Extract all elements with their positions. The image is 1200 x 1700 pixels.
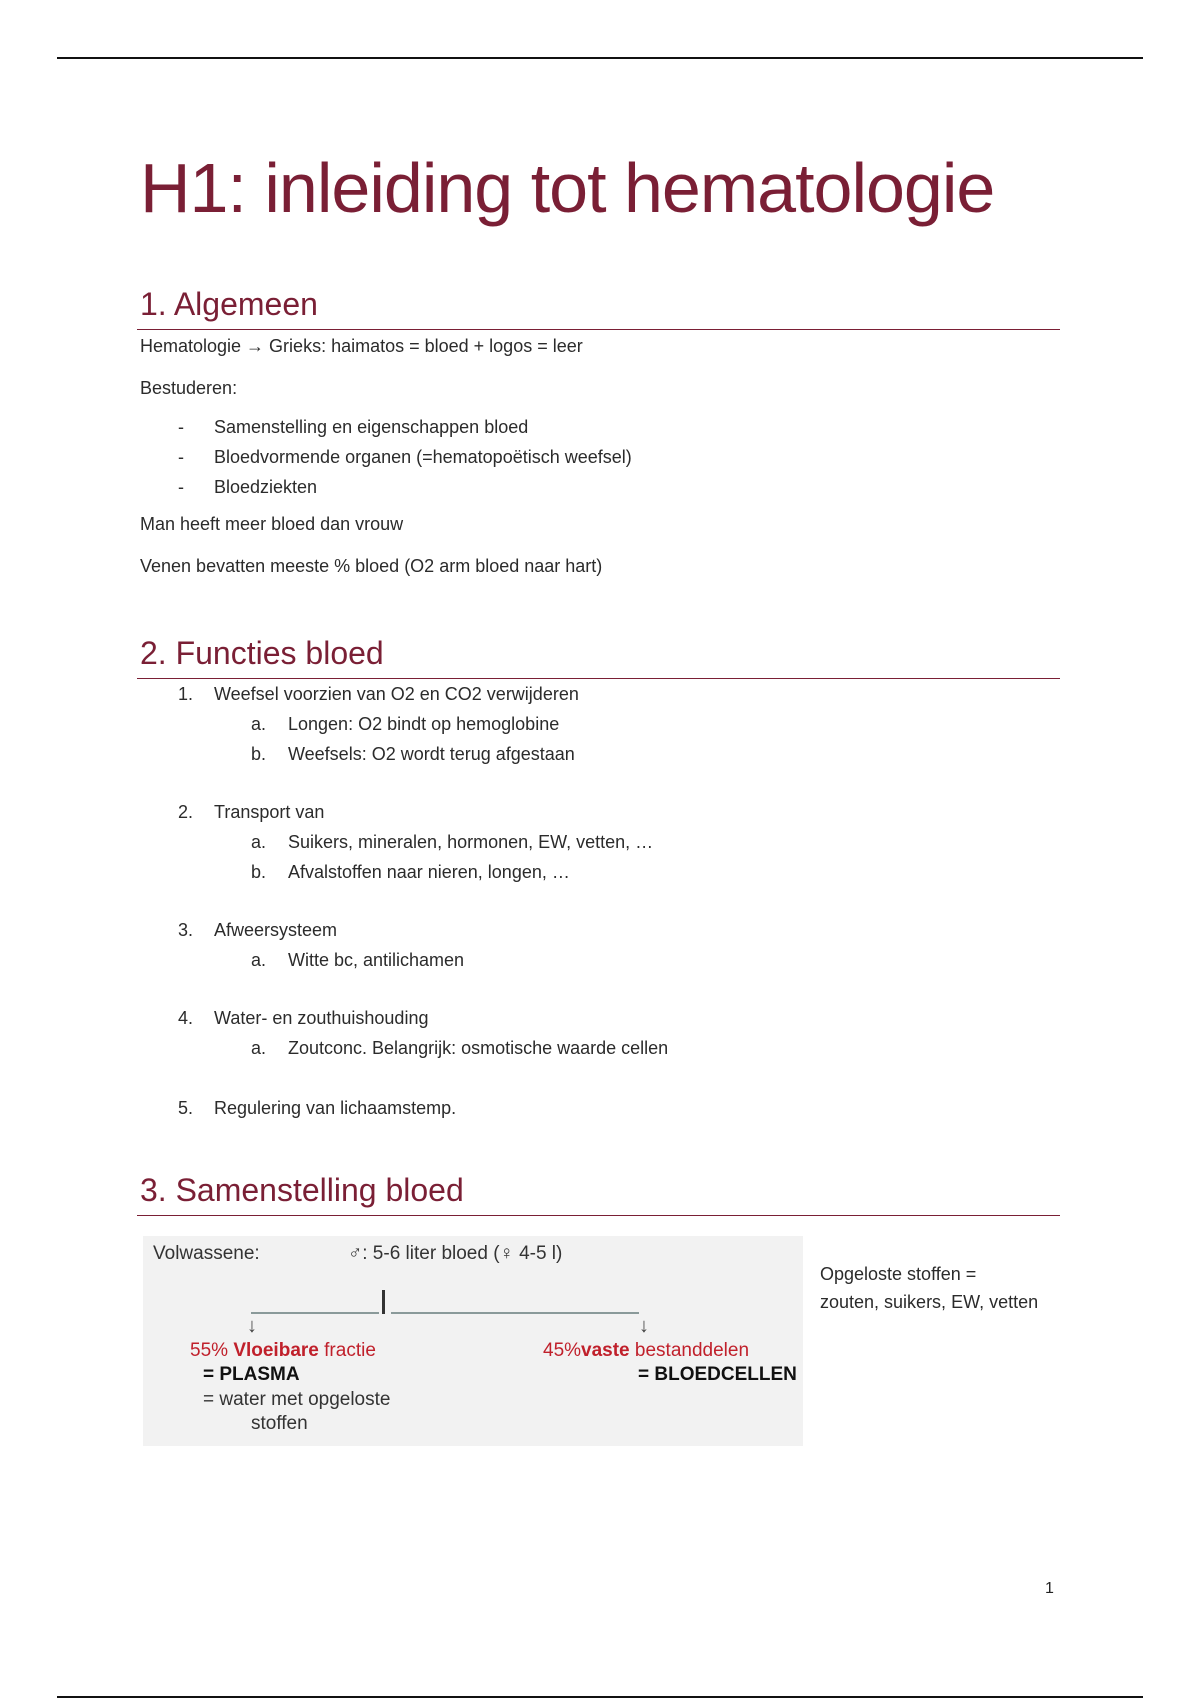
dissolved-substances-note: Opgeloste stoffen = zouten, suikers, EW, vetten xyxy=(820,1264,1039,1312)
blood-composition-figure xyxy=(143,1236,803,1446)
numbered-item: 5. Regulering van lichaamstemp. xyxy=(178,1098,457,1118)
blood-cells-label: = BLOEDCELLEN xyxy=(638,1364,797,1385)
plasma-label: = PLASMA xyxy=(203,1364,300,1385)
section-functies xyxy=(140,635,1060,1123)
section-algemeen xyxy=(140,286,1060,578)
list-item: - Bloedziekten xyxy=(140,472,1060,502)
list-item: - Bloedvormende organen (=hematopoëtisch weefsel) xyxy=(140,442,1060,472)
study-intro: Bestuderen: xyxy=(140,378,238,398)
numbered-item: 2. Transport van xyxy=(178,802,325,822)
blood-volume: ♂: 5-6 liter bloed (♀ 4-5 l) xyxy=(348,1243,563,1264)
sub-item: a. Zoutconc. Belangrijk: osmotische waarde cellen xyxy=(251,1038,669,1058)
sub-item: b. Afvalstoffen naar nieren, longen, … xyxy=(251,862,570,882)
bullet-dash: - xyxy=(178,477,184,497)
sub-item: a. Suikers, mineralen, hormonen, EW, vetten, … xyxy=(251,832,654,852)
etymology-text: Hematologie → Grieks: haimatos = bloed + logos = leer xyxy=(140,336,583,356)
page-title: H1: inleiding tot hematologie xyxy=(140,149,995,227)
plasma-description: = water met opgeloste xyxy=(203,1389,391,1410)
section-heading: 3. Samenstelling bloed xyxy=(137,1172,1060,1216)
section-heading: 1. Algemeen xyxy=(137,286,1060,330)
divider-line-left xyxy=(251,1312,379,1314)
liquid-fraction-label: 55% Vloeibare fractie xyxy=(190,1340,376,1361)
divider-tick xyxy=(382,1290,385,1314)
numbered-item: 3. Afweersysteem xyxy=(178,920,338,940)
section-heading: 2. Functies bloed xyxy=(137,635,1060,679)
page-number: 1 xyxy=(1045,1580,1054,1597)
study-list xyxy=(140,412,1060,502)
plasma-description-cont: stoffen xyxy=(251,1413,308,1434)
section-samenstelling xyxy=(140,1172,1060,1216)
note-text: Venen bevatten meeste % bloed (O2 arm bloed naar hart) xyxy=(140,556,603,576)
arrow-down-icon: ↓ xyxy=(639,1315,649,1337)
numbered-item: 1. Weefsel voorzien van O2 en CO2 verwijderen xyxy=(178,684,579,704)
numbered-item: 4. Water- en zouthuishouding xyxy=(178,1008,429,1028)
arrow-down-icon: ↓ xyxy=(247,1315,257,1337)
page-bottom-rule xyxy=(57,1696,1143,1698)
page-top-rule xyxy=(57,57,1143,59)
bullet-dash: - xyxy=(178,447,184,467)
bullet-dash: - xyxy=(178,417,184,437)
adults-label: Volwassene: xyxy=(153,1243,260,1264)
list-item: - Samenstelling en eigenschappen bloed xyxy=(140,412,1060,442)
note-text: Man heeft meer bloed dan vrouw xyxy=(140,514,404,534)
sub-item: a. Longen: O2 bindt op hemoglobine xyxy=(251,714,560,734)
function-list xyxy=(140,679,1060,1123)
sub-item: b. Weefsels: O2 wordt terug afgestaan xyxy=(251,744,575,764)
sub-item: a. Witte bc, antilichamen xyxy=(251,950,465,970)
solid-fraction-label: 45%vaste bestanddelen xyxy=(543,1340,750,1361)
divider-line-right xyxy=(391,1312,639,1314)
